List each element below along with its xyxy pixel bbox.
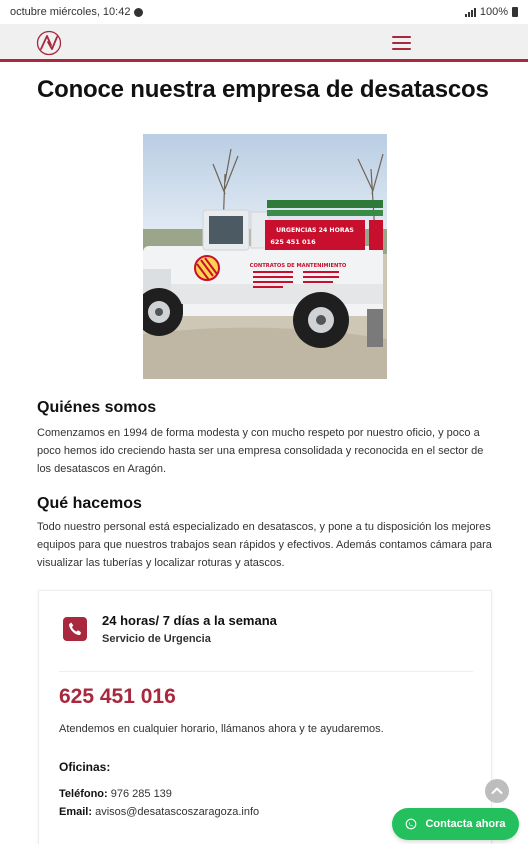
card-subtitle: Servicio de Urgencia [102, 633, 211, 645]
hero-truck-image [143, 134, 387, 379]
offices-heading: Oficinas: [59, 760, 111, 774]
card-title: 24 horas/ 7 días a la semana [102, 613, 277, 628]
contact-card [38, 590, 492, 844]
whatsapp-icon [405, 818, 417, 830]
hamburger-menu-icon[interactable] [392, 36, 411, 50]
truck-contracts-text: CONTRATOS DE MANTENIMIENTO [249, 263, 347, 269]
contact-now-button[interactable] [392, 808, 519, 840]
status-right [465, 6, 518, 18]
office-phone-value[interactable]: 976 285 139 [110, 788, 172, 800]
office-email-value[interactable]: avisos@desatascoszaragoza.info [95, 806, 260, 818]
section-text-quienes-somos: Comenzamos en 1994 de forma modesta y con mucho respeto por nuestro oficio, y poco a poco hemos ido creciendo hasta ser una empresa consolidada y reconocida en el sector de los desatascos en Aragón. [37, 427, 484, 475]
page-title: Conoce nuestra empresa de desatascos [37, 76, 489, 103]
top-navbar [0, 24, 528, 62]
status-bar [0, 0, 528, 24]
truck-phone-text: 625 451 016 [270, 238, 316, 246]
office-email-label: Email: [59, 806, 93, 818]
status-datetime: octubre miércoles, 10:42 [10, 6, 131, 18]
card-divider [59, 671, 473, 672]
contact-now-label: Contacta ahora [425, 818, 506, 830]
notification-dot-icon [134, 8, 143, 17]
section-text-que-hacemos: Todo nuestro personal está especializado en desatascos, y pone a tu disposición los mejores equipos para que nuestros trabajos sean rápidos y efectivos. Además contamos cámara para visualizar las tuberías y localizar roturas y atascos. [37, 521, 492, 569]
battery-level: 100% [479, 6, 508, 18]
chevron-up-icon [485, 779, 509, 803]
scroll-to-top-button[interactable] [485, 779, 509, 803]
truck-sign-text: URGENCIAS 24 HORAS [276, 227, 354, 234]
phone-icon [63, 617, 87, 641]
section-heading-quienes-somos: Quiénes somos [37, 399, 157, 416]
status-left [10, 6, 143, 18]
signal-icon [465, 8, 476, 17]
section-heading-que-hacemos: Qué hacemos [37, 495, 142, 512]
company-logo[interactable] [36, 30, 62, 56]
battery-icon [512, 7, 518, 17]
urgent-phone-link[interactable]: 625 451 016 [59, 685, 176, 708]
office-phone-label: Teléfono: [59, 788, 108, 800]
office-phone-line [59, 788, 172, 800]
card-description: Atendemos en cualquier horario, llámanos ahora y te ayudaremos. [59, 723, 384, 735]
office-email-line [59, 806, 259, 818]
